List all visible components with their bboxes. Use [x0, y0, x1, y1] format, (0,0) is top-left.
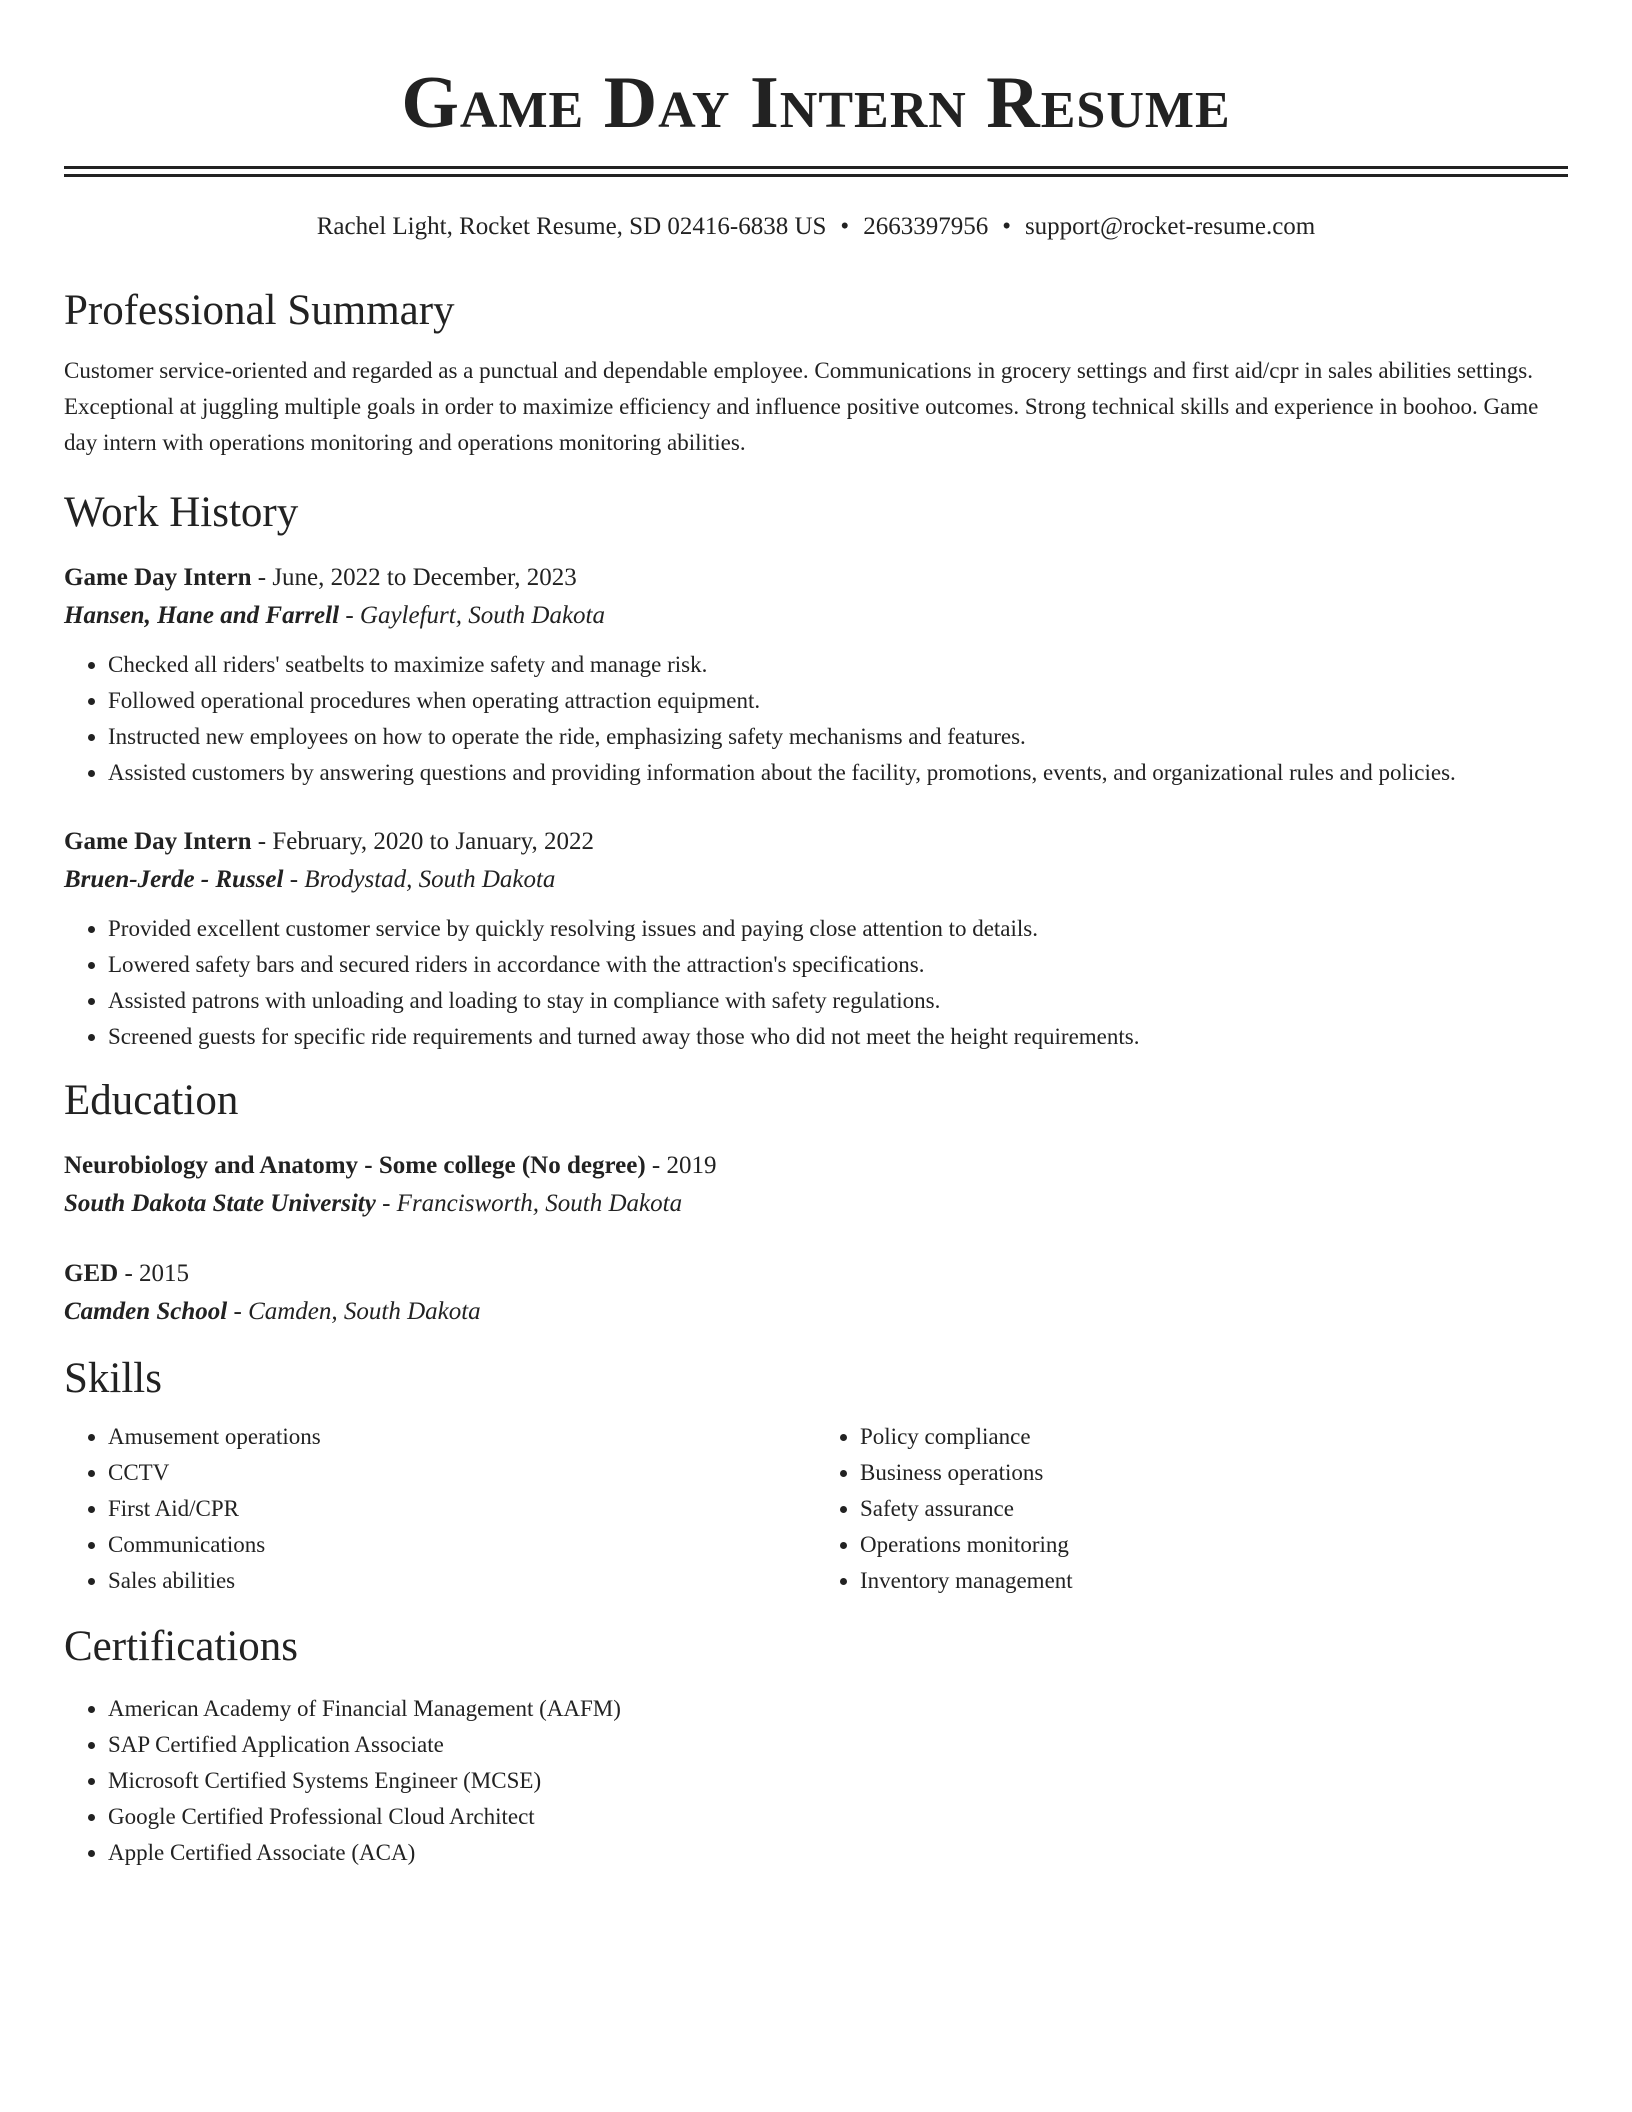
list-item: • CCTV — [108, 1455, 816, 1491]
list-item: • Sales abilities — [108, 1563, 816, 1599]
education-year: 2015 — [139, 1260, 190, 1287]
list-item: • Communications — [108, 1527, 816, 1563]
education-school: South Dakota State University — [64, 1190, 376, 1217]
education-degree-line: GED - 2015 — [64, 1260, 190, 1287]
list-item: • Checked all riders' seatbelts to maximize safety and manage risk. — [108, 647, 1568, 683]
job-bullets — [64, 647, 1568, 791]
resume-content — [64, 0, 1568, 1871]
job-entry — [64, 559, 1568, 791]
contact-email: support@rocket-resume.com — [1024, 213, 1316, 240]
list-item: • SAP Certified Application Associate — [108, 1727, 1568, 1763]
education-location: Francisworth, South Dakota — [396, 1190, 683, 1217]
title-rule-bottom — [64, 174, 1568, 177]
job-employer: Hansen, Hane and Farrell — [64, 602, 340, 629]
list-item: • Followed operational procedures when operating attraction equipment. — [108, 683, 1568, 719]
list-item: • Operations monitoring — [860, 1527, 1568, 1563]
certifications-heading: Certifications — [64, 1623, 299, 1670]
work-history-heading: Work History — [64, 489, 299, 536]
summary-text: Customer service-oriented and regarded as a punctual and dependable employee. Communications in grocery settings and first aid/cpr in sales abilities settings. Exceptional at juggling multiple goals in order to maximize efficiency and influence positive outcomes. Strong technical skills and experience in boohoo. Game day intern with operations monitoring and operations monitoring abilities. — [64, 358, 1539, 455]
job-title: Game Day Intern — [64, 828, 252, 855]
job-entry — [64, 823, 1568, 1055]
job-employer-line: Bruen-Jerde - Russel - Brodystad, South Dakota — [64, 866, 556, 893]
contact-separator: • — [840, 213, 850, 240]
job-location: Gaylefurt, South Dakota — [359, 602, 605, 629]
list-item: • Policy compliance — [860, 1419, 1568, 1455]
list-item: • Assisted customers by answering questions and providing information about the facility, promotions, events, and organizational rules and policies. — [108, 755, 1568, 791]
summary-heading: Professional Summary — [64, 287, 455, 334]
job-employer-line: Hansen, Hane and Farrell - Gaylefurt, South Dakota — [64, 602, 605, 629]
list-item: • Microsoft Certified Systems Engineer (MCSE) — [108, 1763, 1568, 1799]
page-title: Game Day Intern Resume — [401, 62, 1231, 144]
education-entry — [64, 1147, 1568, 1223]
job-title: Game Day Intern — [64, 564, 252, 591]
list-item: • Inventory management — [860, 1563, 1568, 1599]
list-item: • Assisted patrons with unloading and loading to stay in compliance with safety regulations. — [108, 983, 1568, 1019]
education-school-line: Camden School - Camden, South Dakota — [64, 1298, 481, 1325]
list-item: • American Academy of Financial Management (AAFM) — [108, 1691, 1568, 1727]
list-item: • Screened guests for specific ride requirements and turned away those who did not meet the height requirements. — [108, 1019, 1568, 1055]
job-location: Brodystad, South Dakota — [304, 866, 556, 893]
certifications-list — [64, 1691, 1568, 1871]
job-employer: Bruen-Jerde - Russel — [64, 866, 284, 893]
skills-heading: Skills — [64, 1355, 162, 1402]
education-degree-line: Neurobiology and Anatomy - Some college (No degree) - 2019 — [64, 1152, 717, 1179]
education-year: 2019 — [666, 1152, 717, 1179]
education-heading: Education — [64, 1077, 239, 1124]
list-item: • First Aid/CPR — [108, 1491, 816, 1527]
list-item: • Google Certified Professional Cloud Architect — [108, 1799, 1568, 1835]
education-entry — [64, 1255, 1568, 1331]
education-degree: Neurobiology and Anatomy - Some college (No degree) — [64, 1152, 646, 1179]
list-item: • Amusement operations — [108, 1419, 816, 1455]
list-item: • Apple Certified Associate (ACA) — [108, 1835, 1568, 1871]
job-dates: February, 2020 to January, 2022 — [272, 828, 595, 855]
education-degree: GED — [64, 1260, 119, 1287]
job-title-line: Game Day Intern - February, 2020 to January, 2022 — [64, 828, 595, 855]
list-item: • Instructed new employees on how to operate the ride, emphasizing safety mechanisms and features. — [108, 719, 1568, 755]
job-title-line: Game Day Intern - June, 2022 to December, 2023 — [64, 564, 577, 591]
list-item: • Provided excellent customer service by quickly resolving issues and paying close attention to details. — [108, 911, 1568, 947]
education-location: Camden, South Dakota — [248, 1298, 481, 1325]
list-item: • Business operations — [860, 1455, 1568, 1491]
contact-line — [64, 211, 1568, 243]
skills-columns — [64, 1419, 1568, 1599]
job-dates: June, 2022 to December, 2023 — [272, 564, 577, 591]
contact-address: Rachel Light, Rocket Resume, SD 02416-6838 US — [316, 213, 827, 240]
skills-list-left — [64, 1419, 816, 1599]
list-item: • Safety assurance — [860, 1491, 1568, 1527]
education-school: Camden School — [64, 1298, 228, 1325]
skills-list-right — [816, 1419, 1568, 1599]
list-item: • Lowered safety bars and secured riders in accordance with the attraction's specifications. — [108, 947, 1568, 983]
title-rule-top — [64, 166, 1568, 169]
education-school-line: South Dakota State University - Francisworth, South Dakota — [64, 1190, 683, 1217]
job-bullets — [64, 911, 1568, 1055]
contact-phone: 2663397956 — [863, 213, 989, 240]
contact-separator: • — [1002, 213, 1011, 240]
